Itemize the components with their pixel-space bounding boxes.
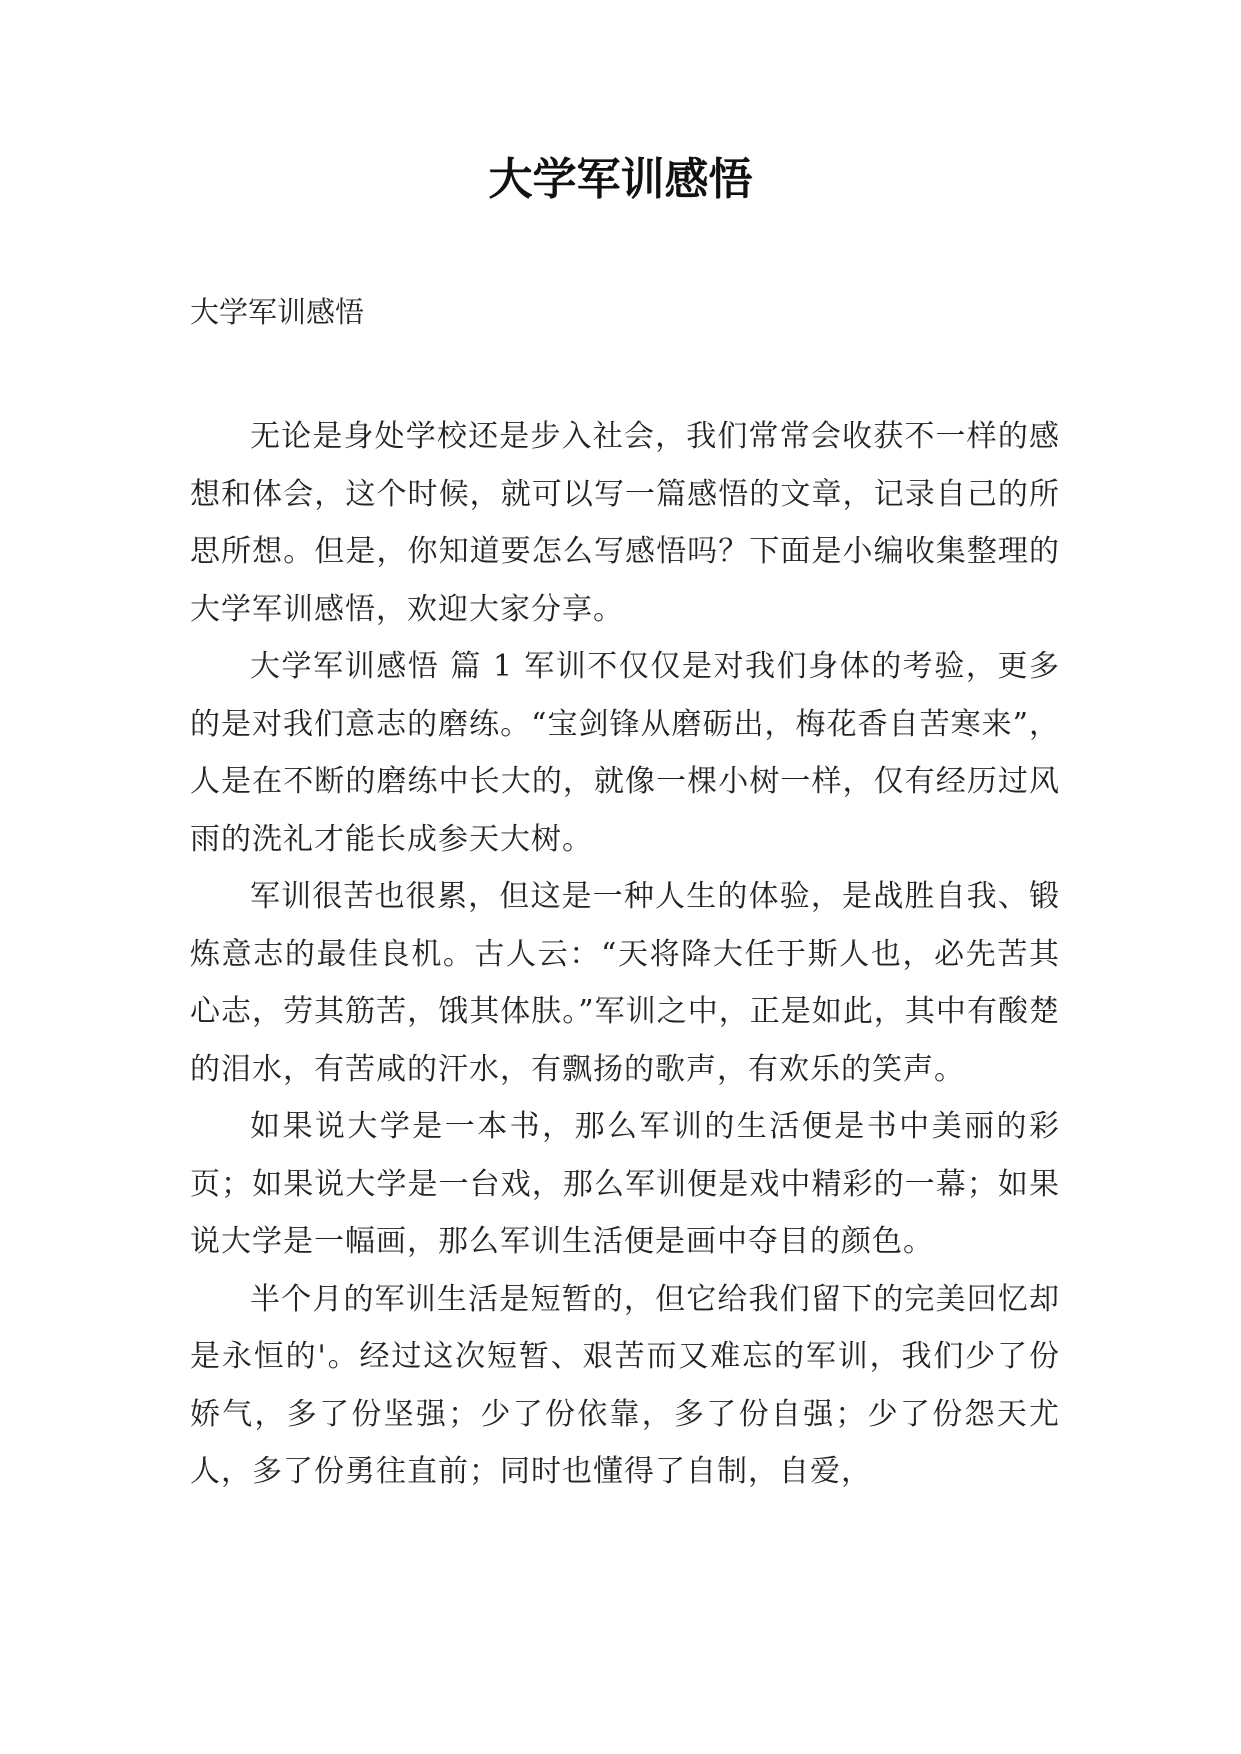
paragraph-intro: 无论是身处学校还是步入社会，我们常常会收获不一样的感想和体会，这个时候，就可以写一篇感悟的文章，记录自己的所思所想。但是，你知道要怎么写感悟吗？下面是小编收集整理的大学军训感悟，欢迎大家分享。 — [190, 419, 1060, 627]
document-title: 大学军训感悟 — [488, 154, 753, 205]
paragraph-metaphor: 如果说大学是一本书，那么军训的生活便是书中美丽的彩页；如果说大学是一台戏，那么军训便是戏中精彩的一幕；如果说大学是一幅画，那么军训生活便是画中夺目的颜色。 — [190, 1109, 1060, 1259]
paragraph-reflection: 半个月的军训生活是短暂的，但它给我们留下的完美回忆却是永恒的'。经过这次短暂、艰苦而又难忘的军训，我们少了份娇气，多了份坚强；少了份依靠，多了份自强；少了份怨天尤人，多了份勇往直前；同时也懂得了自制，自爱， — [190, 1281, 1060, 1489]
paragraph-hardship: 军训很苦也很累，但这是一种人生的体验，是战胜自我、锻炼意志的最佳良机。古人云：“天将降大任于斯人也，必先苦其心志，劳其筋苦，饿其体肤。”军训之中，正是如此，其中有酸楚的泪水，有苦咸的汗水，有飘扬的歌声，有欢乐的笑声。 — [190, 879, 1060, 1087]
paragraph-part-1: 大学军训感悟 篇 1 军训不仅仅是对我们身体的考验，更多的是对我们意志的磨练。“宝剑锋从磨砺出，梅花香自苦寒来”，人是在不断的磨练中长大的，就像一棵小树一样，仅有经历过风雨的洗礼才能长成参天大树。 — [190, 649, 1060, 857]
document-body — [190, 408, 1060, 1501]
document-subtitle: 大学军训感悟 — [190, 295, 365, 329]
